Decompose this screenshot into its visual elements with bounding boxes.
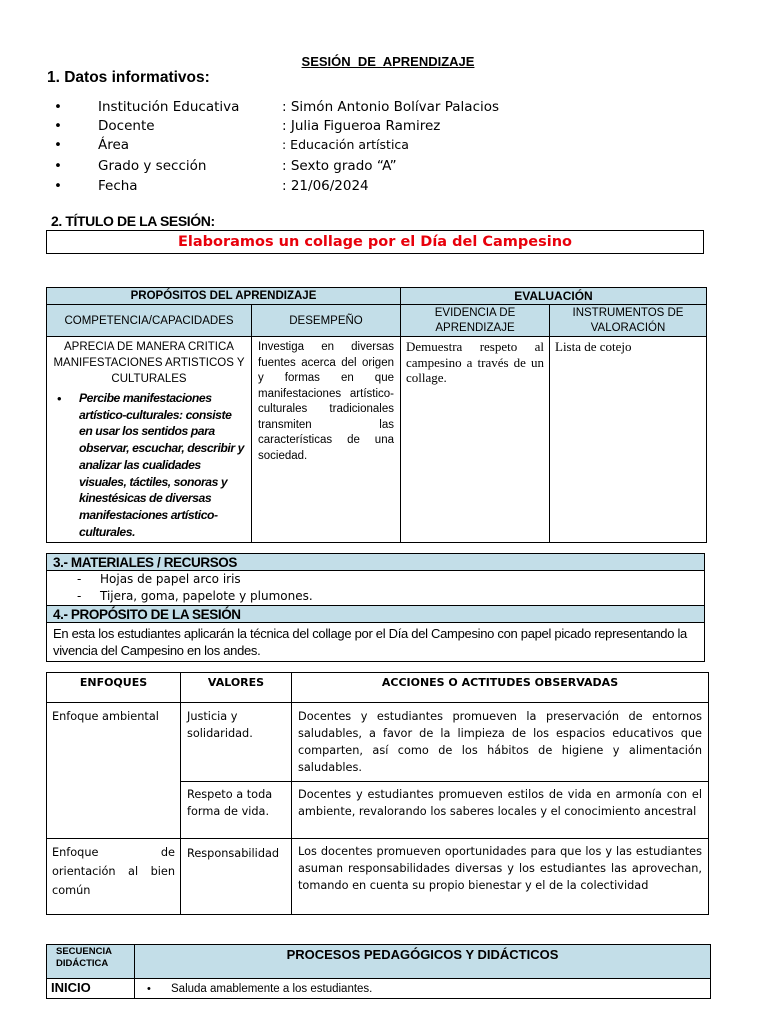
bullet-icon: •	[147, 983, 151, 995]
info-value: : Educación artística	[282, 137, 409, 152]
instrumento-cell	[550, 337, 707, 543]
session-title-box	[46, 230, 704, 254]
evidencia-cell	[401, 337, 550, 543]
header-enfoques: ENFOQUES	[47, 673, 181, 703]
bullet-icon: •	[54, 158, 62, 174]
accion-orientacion: Los docentes promueven oportunidades para que los y las estudiantes asuman responsabilidades diversas y los estudiantes las aprovechan, tomando en cuenta su propio bienestar y el de la colectividad	[292, 839, 709, 915]
capacidad-item	[53, 390, 245, 540]
evidencia-text: Demuestra respeto al campesino a través de un collage.	[406, 339, 544, 385]
enfoque-orientacion: Enfoque de orientación al bien común	[47, 839, 181, 915]
bullet-icon: •	[57, 391, 62, 406]
valor-responsabilidad: Responsabilidad	[181, 839, 292, 915]
inicio-content	[135, 979, 711, 999]
enfoques-table	[46, 672, 709, 915]
col-procesos: PROCESOS PEDAGÓGICOS Y DIDÁCTICOS	[135, 945, 711, 979]
desempeno-cell	[252, 337, 401, 543]
inicio-item: Saluda amablemente a los estudiantes.	[171, 983, 373, 995]
valor-respeto: Respeto a toda forma de vida.	[181, 782, 292, 839]
header-propositos: PROPÓSITOS DEL APRENDIZAJE	[47, 288, 401, 305]
section-1-heading: 1. Datos informativos:	[47, 69, 210, 86]
col-instrumentos: INSTRUMENTOS DE VALORACIÓN	[550, 305, 707, 337]
header-acciones: ACCIONES O ACTITUDES OBSERVADAS	[292, 673, 709, 703]
col-evidencia: EVIDENCIA DE APRENDIZAJE	[401, 305, 550, 337]
material-item: - Hojas de papel arco iris	[77, 572, 241, 586]
info-label: Fecha	[98, 178, 138, 194]
valor-justicia: Justicia y solidaridad.	[181, 703, 292, 782]
session-title: Elaboramos un collage por el Día del Campesino	[177, 234, 573, 250]
col-competencia: COMPETENCIA/CAPACIDADES	[47, 305, 252, 337]
info-value: : Sexto grado “A”	[282, 158, 397, 174]
info-label: Docente	[98, 118, 155, 134]
session-purpose-text: En esta los estudiantes aplicarán la técnica del collage por el Día del Campesino con papel picado representando la vivencia del Campesino en los andes.	[47, 623, 705, 662]
bullet-icon: •	[54, 118, 62, 134]
instrumento-text: Lista de cotejo	[555, 339, 632, 354]
accion-ambiental-2: Docentes y estudiantes promueven estilos de vida en armonía con el ambiente, revalorando los saberes locales y el conocimiento ancestral	[292, 782, 709, 839]
info-label: Grado y sección	[98, 158, 207, 174]
info-value: : Simón Antonio Bolívar Palacios	[282, 99, 500, 115]
header-valores: VALORES	[181, 673, 292, 703]
page-title: SESIÓN DE APRENDIZAJE	[301, 54, 475, 69]
section-2-heading: 2. TÍTULO DE LA SESIÓN:	[51, 213, 215, 229]
material-item: - Tijera, goma, papelote y plumones.	[77, 589, 313, 603]
section-3-heading: 3.- MATERIALES / RECURSOS	[47, 554, 705, 571]
purposes-table	[46, 287, 707, 543]
header-evaluacion: EVALUACIÓN	[401, 288, 707, 305]
col-secuencia: SECUENCIA DIDÁCTICA	[47, 945, 135, 979]
materials-purpose-table	[46, 553, 705, 662]
info-value: : Julia Figueroa Ramirez	[282, 118, 441, 134]
bullet-icon: •	[54, 137, 62, 153]
competencia-text: APRECIA DE MANERA CRITICA MANIFESTACIONES ARTISTICOS Y CULTURALES	[53, 341, 245, 385]
info-label: Institución Educativa	[98, 99, 240, 115]
desempeno-text: Investiga en diversas fuentes acerca del origen y formas en que manifestaciones artístico-culturales tradicionales transmiten las características de una sociedad.	[258, 341, 394, 462]
col-desempeno: DESEMPEÑO	[252, 305, 401, 337]
competencia-cell	[47, 337, 252, 543]
info-value: : 21/06/2024	[282, 178, 369, 194]
bullet-icon: •	[54, 99, 62, 115]
capacidad-text: Percibe manifestaciones artístico-culturales: consiste en usar los sentidos para observar, escuchar, describir y analizar las cualidades visuales, táctiles, sonoras y kinestésicas de diversas manifestaciones artístico-culturales.	[79, 391, 244, 539]
enfoque-ambiental: Enfoque ambiental	[47, 703, 181, 839]
bullet-icon: •	[54, 178, 62, 194]
inicio-label: INICIO	[47, 979, 135, 999]
secuencia-table	[46, 944, 711, 999]
info-label: Área	[98, 137, 130, 153]
section-4-heading: 4.- PROPÓSITO DE LA SESIÓN	[47, 606, 705, 623]
accion-ambiental-1: Docentes y estudiantes promueven la preservación de entornos saludables, a favor de la limpieza de los espacios educativos que comparten, así como de los hábitos de higiene y alimentación saludables.	[292, 703, 709, 782]
materials-list	[47, 571, 705, 606]
